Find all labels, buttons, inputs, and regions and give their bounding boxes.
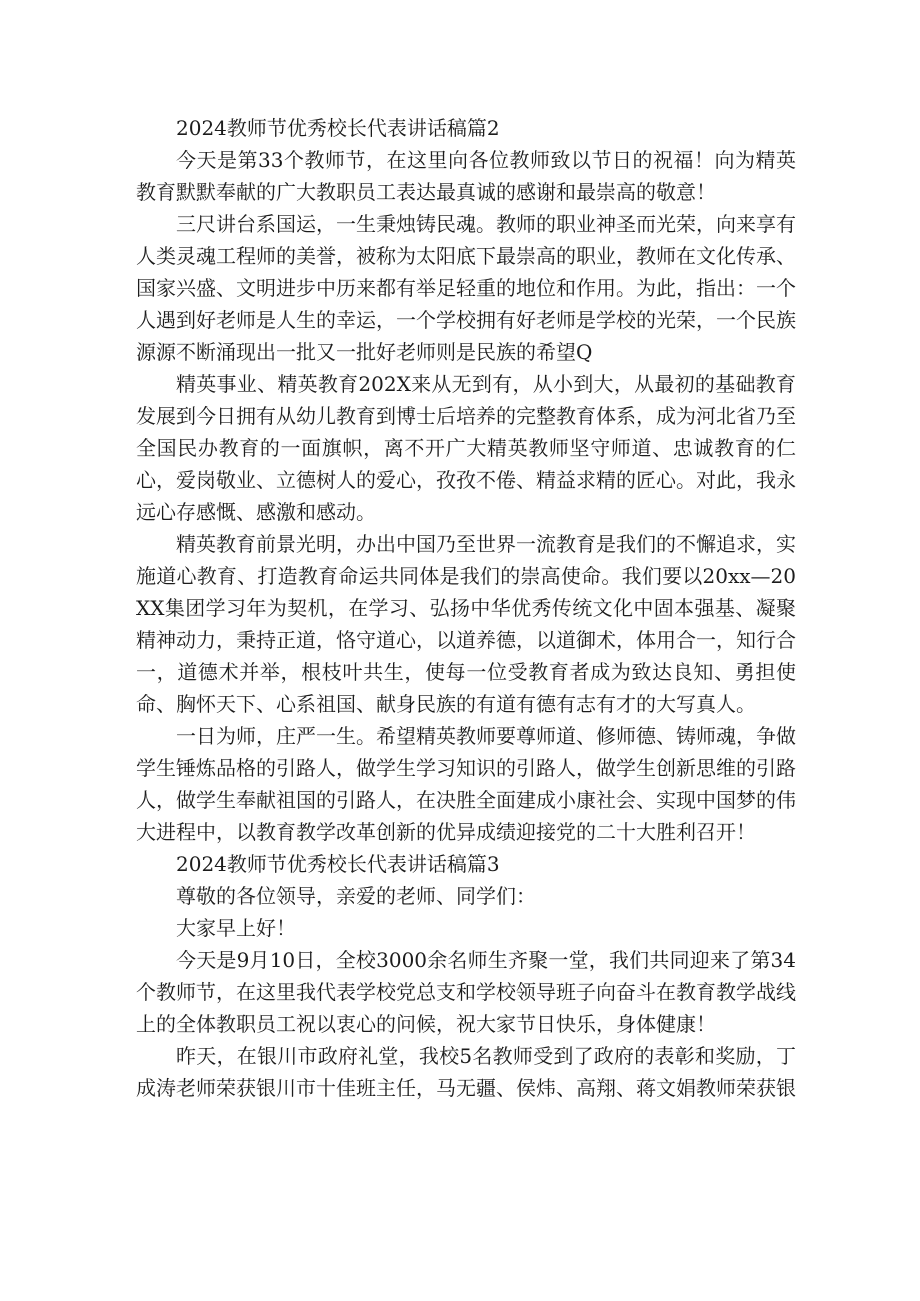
s2-paragraph-5: 一日为师，庄严一生。希望精英教师要尊师道、修师德、铸师魂，争做学生锤炼品格的引路人，做学生学习知识的引路人，做学生创新思维的引路人，做学生奉献祖国的引路人，在决胜全面建成小康社会、实现中国梦的伟大进程中，以教育教学改革创新的优异成绩迎接党的二十大胜利召开！	[136, 724, 796, 844]
s3-paragraph-1: 今天是9月10日，全校3000余名师生齐聚一堂，我们共同迎来了第34个教师节，在这里我代表学校党总支和学校领导班子向奋斗在教育教学战线上的全体教职员工祝以衷心的问候，祝大家节日快乐，身体健康！	[136, 948, 796, 1036]
s3-morning-greeting: 大家早上好！	[176, 916, 296, 940]
s2-paragraph-1: 今天是第33个教师节，在这里向各位教师致以节日的祝福！向为精英教育默默奉献的广大教职员工表达最真诚的感谢和最崇高的敬意！	[136, 148, 796, 204]
s2-paragraph-3: 精英事业、精英教育202X来从无到有，从小到大，从最初的基础教育发展到今日拥有从幼儿教育到博士后培养的完整教育体系，成为河北省乃至全国民办教育的一面旗帜，离不开广大精英教师坚守师道、忠诚教育的仁心，爱岗敬业、立德树人的爱心，孜孜不倦、精益求精的匠心。对此，我永远心存感慨、感激和感动。	[136, 372, 796, 524]
s2-paragraph-4: 精英教育前景光明，办出中国乃至世界一流教育是我们的不懈追求，实施道心教育、打造教育命运共同体是我们的崇高使命。我们要以20xx—20XX集团学习年为契机，在学习、弘扬中华优秀传统文化中固本强基、凝聚精神动力，秉持正道，恪守道心，以道养德，以道御术，体用合一，知行合一，道德术并举，根枝叶共生，使每一位受教育者成为致达良知、勇担使命、胸怀天下、心系祖国、献身民族的有道有德有志有才的大写真人。	[136, 532, 796, 716]
section-3-title: 2024教师节优秀校长代表讲话稿篇3	[176, 852, 500, 876]
s2-paragraph-2: 三尺讲台系国运，一生秉烛铸民魂。教师的职业神圣而光荣，向来享有人类灵魂工程师的美誉，被称为太阳底下最崇高的职业，教师在文化传承、国家兴盛、文明进步中历来都有举足轻重的地位和作用。为此，指出：一个人遇到好老师是人生的幸运，一个学校拥有好老师是学校的光荣，一个民族源源不断涌现出一批又一批好老师则是民族的希望Q	[136, 212, 796, 364]
s3-greeting: 尊敬的各位领导，亲爱的老师、同学们：	[176, 884, 536, 908]
section-2-title: 2024教师节优秀校长代表讲话稿篇2	[176, 116, 500, 140]
s3-paragraph-2: 昨天，在银川市政府礼堂，我校5名教师受到了政府的表彰和奖励，丁成涛老师荣获银川市十佳班主任，马无疆、侯炜、高翔、蒋文娟教师荣获银	[136, 1044, 796, 1100]
document-body	[136, 112, 796, 1104]
